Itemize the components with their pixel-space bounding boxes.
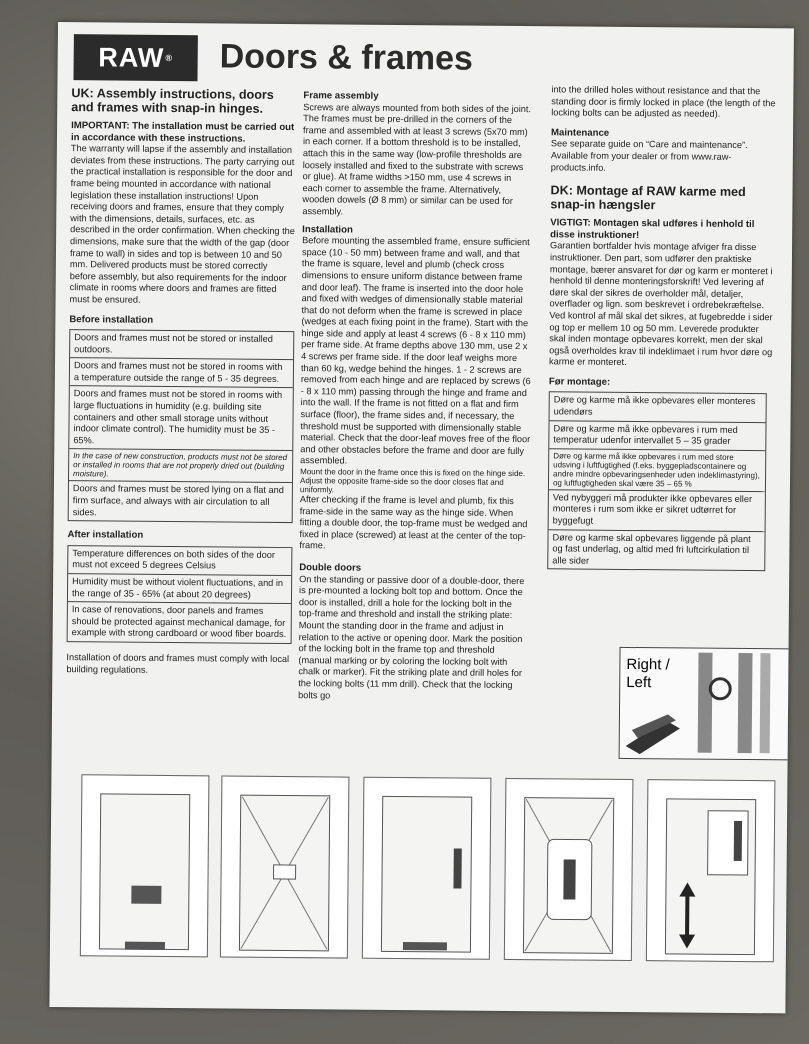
install-tail: After checking if the frame is level and plumb, fix this frame-side in the same way as the hinge side. When fitting a double door, the top-frame must be wedged and fixed in place (screwed) at least at the center of the top-frame. (299, 494, 528, 551)
list-item: Doors and frames must be stored lying on a flat and firm surface, and always with air circulation to all sides. (72, 483, 284, 517)
list-item: In the case of new construction, products must not be stored or installed in rooms that are not properly dried out (building moisture). (69, 450, 292, 484)
dk-before-title: Før montage: (548, 376, 611, 388)
after-box (67, 545, 293, 644)
raw-logo: RAW® (73, 34, 197, 81)
diagram-step-4 (504, 778, 634, 961)
instruction-sheet (49, 22, 794, 1013)
uk-footer: Installation of doors and frames must comply with local building regulations. (66, 652, 290, 675)
uk-important: IMPORTANT: The installation must be carried out in accordance with these instructions. (70, 120, 295, 145)
list-item: Humidity must be without violent fluctuations, and in the range of 35 - 65% (at about 20 degrees) (68, 574, 291, 604)
hinge-illustration (619, 647, 790, 760)
diagram-step-1 (80, 774, 210, 957)
diagram-step-5 (646, 779, 776, 962)
column-dk (547, 84, 779, 571)
hinge-icon (363, 778, 491, 959)
list-item: Ved nybyggeri må produkter ikke opbevares eller monteres i rum som ikke er sikret udtørret for byggefugt (549, 490, 765, 532)
right-left-label: Right / Left (626, 655, 670, 692)
header (73, 34, 773, 86)
install-body: Before mounting the assembled frame, ensure sufficient space (10 - 50 mm) between frame and wall, and that the frame is square, level and plumb (check cross dimensions to ensure uniform distance between frame and door leaf). The frame is inserted into the door hole and fixed with wedges of dimensionally stable material that do not deform when the frame is screwed in place (wedges at each fixing point in the frame). Start with the hinge side and apply at least 4 screws (6 - 8 x 110 mm) per frame side. At frame depths above 130 mm, use 2 x 4 screws per frame side. If the door leaf weighs more than 60 kg, wedge behind the hinges. 1 - 2 screws are removed from each hinge and are replaced by screws (6 - 8 x 110 mm) passing through the hinge and frame and into the wall. If the frame is not fitted on a flat and firm surface (floor), the frame sides and, if necessary, the threshold must be supported with dimensionally stable material. Check that the door-leaf moves free of the floor and other obstacles before the frame and door are fully assembled. (300, 235, 531, 466)
list-item: Doors and frames must not be stored in rooms with a temperature outside the range of 5 - 35 degrees. (70, 358, 293, 388)
list-item: Døre og karme må ikke opbevares i rum med temperatur udenfor intervallet 5 – 35 grader (549, 421, 765, 451)
list-item: Døre og karme skal opbevares liggende på plant og fast underlag, og altid med fri luftcirkulation til alle sider (552, 531, 751, 566)
uk-continued: into the drilled holes without resistance and that the standing door is firmly locked in place (the length of the locking bolts can be adjusted as needed). (551, 84, 776, 119)
double-body: On the standing or passive door of a double-door, there is pre-mounted a locking bolt top and bottom. Once the door is installed, drill a hole for the locking bolt in the top-frame and threshold and install the striking plate: Mount the standing door in the frame and adjust in relation to the active or opening door. Mark the position of the locking bolt in the frame top and threshold (manual marking or by coloring the locking bolt with chalk or marker). Fit the striking plate and drill holes for the locking bolts (11 mm drill). Check that the locking bolts go (298, 573, 525, 700)
dk-body: Garantien bortfalder hvis montage afviger fra disse instruktioner. Den part, som udfører den praktiske montage, bærer ansvaret for dør og karm er monteret i henhold til denne monteringsforskrift! Ved levering af døre skal der sikres de overholder mål, detaljer, overflader og lign. som beskrevet i ordrebekræftelse. Ved kontrol af mål skal det sikres, at fugebredde i sider og top er mellem 10 og 50 mm. Leverede produkter skal inden montage opbevares korrekt, men der skal også overholdes krav til indeklimaet i rum hvor døre og karme er monteret. (549, 240, 773, 368)
list-item: Temperature differences on both sides of the door must not exceed 5 degrees Celsius (68, 546, 291, 576)
maint-title: Maintenance (551, 127, 610, 139)
list-item: In case of renovations, door panels and frames should be protected against mechanical damage, for example with strong cardboard or wood fiber boards. (71, 604, 287, 640)
list-item: Doors and frames must not be stored or installed outdoors. (70, 330, 293, 360)
cross-check-icon (221, 776, 349, 957)
frame-title: Frame assembly (303, 90, 379, 102)
column-uk-2 (298, 90, 533, 703)
double-title: Double doors (299, 562, 362, 574)
install-title: Installation (302, 223, 353, 236)
list-item: Doors and frames must not be stored in rooms with large fluctuations in humidity (e.g. building site containers and other small storage units without indoor climate control). The humidity must be 35 - 65%. (69, 387, 293, 452)
bolt-icon (505, 779, 633, 960)
arrow-up-down-icon (647, 780, 775, 961)
pliers-icon (620, 648, 789, 759)
install-small: Mount the door in the frame once this is fixed on the hinge side. Adjust the opposite frame-side so the door closes flat and uniformly. (299, 467, 526, 495)
before-title: Before installation (69, 313, 154, 326)
diagram-step-3 (362, 777, 492, 960)
before-box (68, 329, 295, 523)
uk-body: The warranty will lapse if the assembly and installation deviates from these instructions. The party carrying out the practical installation is responsible for the door and frame being mounted in accordance with national legislation these installation instructions! Upon receiving doors and frames, ensure that they comply with the dimensions, details, surfaces, etc. as described in the order confirmation. When checking the dimensions, make sure that the width of the gap (door frame to wall) in sides and top is between 10 and 50 mm. Delivered products must be stored correctly before assembly, but also requirements for the indoor climate in rooms where doors and frames are fitted must be ensured. (69, 143, 295, 305)
maint-body: See separate guide on “Care and maintenance”. Available from your dealer or from www.raw-products.info. (550, 138, 748, 173)
level-icon (81, 775, 209, 956)
dk-important: VIGTIGT: Montagen skal udføres i henhold til disse instruktioner! (550, 217, 755, 241)
frame-body: Screws are always mounted from both sides of the joint. The frames must be pre-drilled in the corners of the frame and assembled with at least 3 screws (5x70 mm) in each corner. If a bottom threshold is to be installed, attach this in the same way (low-profile thresholds are loosely installed and fixed to the substrate with screws or glue). At frame widths >150 mm, use 4 screws in each corner to assemble the frame. Alternatively, wooden dowels (Ø 8 mm) or similar can be used for assembly. (302, 101, 532, 217)
diagram-step-2 (220, 775, 350, 958)
after-title: After installation (67, 529, 144, 541)
page-title: Doors & frames (219, 37, 474, 78)
uk-heading: UK: Assembly instructions, doors and frames with snap-in hinges. (71, 86, 274, 116)
list-item: Døre og karme må ikke opbevares i rum med store udsving i luftfugtighed (f.eks. byggepladscontainere og andre mindre opbevaringsenheder uden indeklimastyring), og luftfugtigheden skal være 35 – 65 % (549, 449, 765, 492)
dk-heading: DK: Montage af RAW karme med snap-in hængsler (550, 183, 746, 213)
column-uk-1 (66, 86, 296, 677)
list-item: Døre og karme må ikke opbevares eller monteres udendørs (550, 393, 766, 423)
dk-before-box (547, 392, 767, 572)
